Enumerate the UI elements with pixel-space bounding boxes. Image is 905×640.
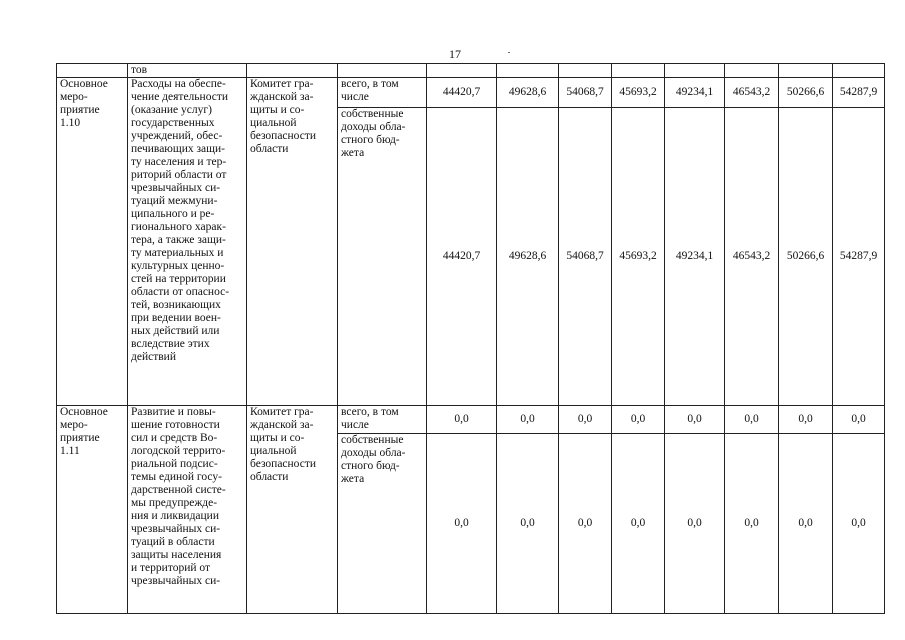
- value-total-cell: 0,0: [725, 406, 779, 434]
- carry-over-row: [57, 64, 885, 78]
- value-total-cell: 54068,7: [559, 78, 612, 108]
- empty-cell: [338, 64, 427, 78]
- source-own-cell: собственные доходы обла- стного бюд- жета: [338, 108, 427, 406]
- value-total-cell: 0,0: [833, 406, 885, 434]
- source-total-cell: всего, в том числе: [338, 406, 427, 434]
- value-total-cell: 0,0: [665, 406, 725, 434]
- value-own-cell: 46543,2: [725, 108, 779, 406]
- value-total-cell: 0,0: [559, 406, 612, 434]
- empty-cell: [665, 64, 725, 78]
- value-own-cell: 54287,9: [833, 108, 885, 406]
- value-total-cell: 45693,2: [612, 78, 665, 108]
- value-own-cell: 0,0: [779, 434, 833, 614]
- executor-cell: Комитет гра- жданской за- щиты и со- циальной безопасности области: [247, 406, 338, 614]
- source-own-cell: собственные доходы обла- стного бюд- жета: [338, 434, 427, 614]
- table-row: [57, 78, 885, 108]
- empty-cell: [57, 64, 128, 78]
- empty-cell: [497, 64, 559, 78]
- value-total-cell: 0,0: [497, 406, 559, 434]
- empty-cell: [725, 64, 779, 78]
- description-cell: Развитие и повы- шение готовности сил и средств Во- логодской террито- риальной подсис- темы единой госу- дарственной систе- мы предупрежде- ния и ликвидации чрезвычайных си- туаций в области защиты населения и территорий от чрезвычайных си-: [128, 406, 247, 614]
- table-body: [57, 64, 885, 614]
- value-own-cell: 0,0: [833, 434, 885, 614]
- table-row: [57, 406, 885, 434]
- value-own-cell: 0,0: [612, 434, 665, 614]
- value-total-cell: 49234,1: [665, 78, 725, 108]
- value-own-cell: 49234,1: [665, 108, 725, 406]
- value-own-cell: 0,0: [725, 434, 779, 614]
- empty-cell: [427, 64, 497, 78]
- value-total-cell: 54287,9: [833, 78, 885, 108]
- value-own-cell: 44420,7: [427, 108, 497, 406]
- budget-table: [56, 63, 885, 614]
- value-own-cell: 0,0: [427, 434, 497, 614]
- value-own-cell: 54068,7: [559, 108, 612, 406]
- empty-cell: [559, 64, 612, 78]
- empty-cell: [833, 64, 885, 78]
- value-own-cell: 49628,6: [497, 108, 559, 406]
- empty-cell: [612, 64, 665, 78]
- executor-cell: Комитет гра- жданской за- щиты и со- циальной безопасности области: [247, 78, 338, 406]
- value-own-cell: 0,0: [497, 434, 559, 614]
- value-total-cell: 0,0: [612, 406, 665, 434]
- value-total-cell: 50266,6: [779, 78, 833, 108]
- value-total-cell: 46543,2: [725, 78, 779, 108]
- value-own-cell: 50266,6: [779, 108, 833, 406]
- measure-cell: Основное меро- приятие 1.10: [57, 78, 128, 406]
- empty-cell: [779, 64, 833, 78]
- value-total-cell: 0,0: [427, 406, 497, 434]
- value-total-cell: 44420,7: [427, 78, 497, 108]
- value-total-cell: 49628,6: [497, 78, 559, 108]
- carry-over-text: тов: [128, 64, 247, 78]
- value-own-cell: 0,0: [559, 434, 612, 614]
- description-cell: Расходы на обеспе- чение деятельности (оказание услуг) государственных учреждений, обес- печивающих защи- ту населения и тер- риторий области от чрезвычайных си- туаций межмуни- ципального и ре- гионального харак- тера, а также защи- ту материальных и культурных ценно- стей на территории области от опаснос- тей, возникающих при ведении воен- ных действий или вследствие этих действий: [128, 78, 247, 406]
- page-number: 17: [449, 47, 461, 61]
- scan-artifact: [508, 52, 510, 53]
- value-total-cell: 0,0: [779, 406, 833, 434]
- source-total-cell: всего, в том числе: [338, 78, 427, 108]
- value-own-cell: 45693,2: [612, 108, 665, 406]
- measure-cell: Основное меро- приятие 1.11: [57, 406, 128, 614]
- empty-cell: [247, 64, 338, 78]
- value-own-cell: 0,0: [665, 434, 725, 614]
